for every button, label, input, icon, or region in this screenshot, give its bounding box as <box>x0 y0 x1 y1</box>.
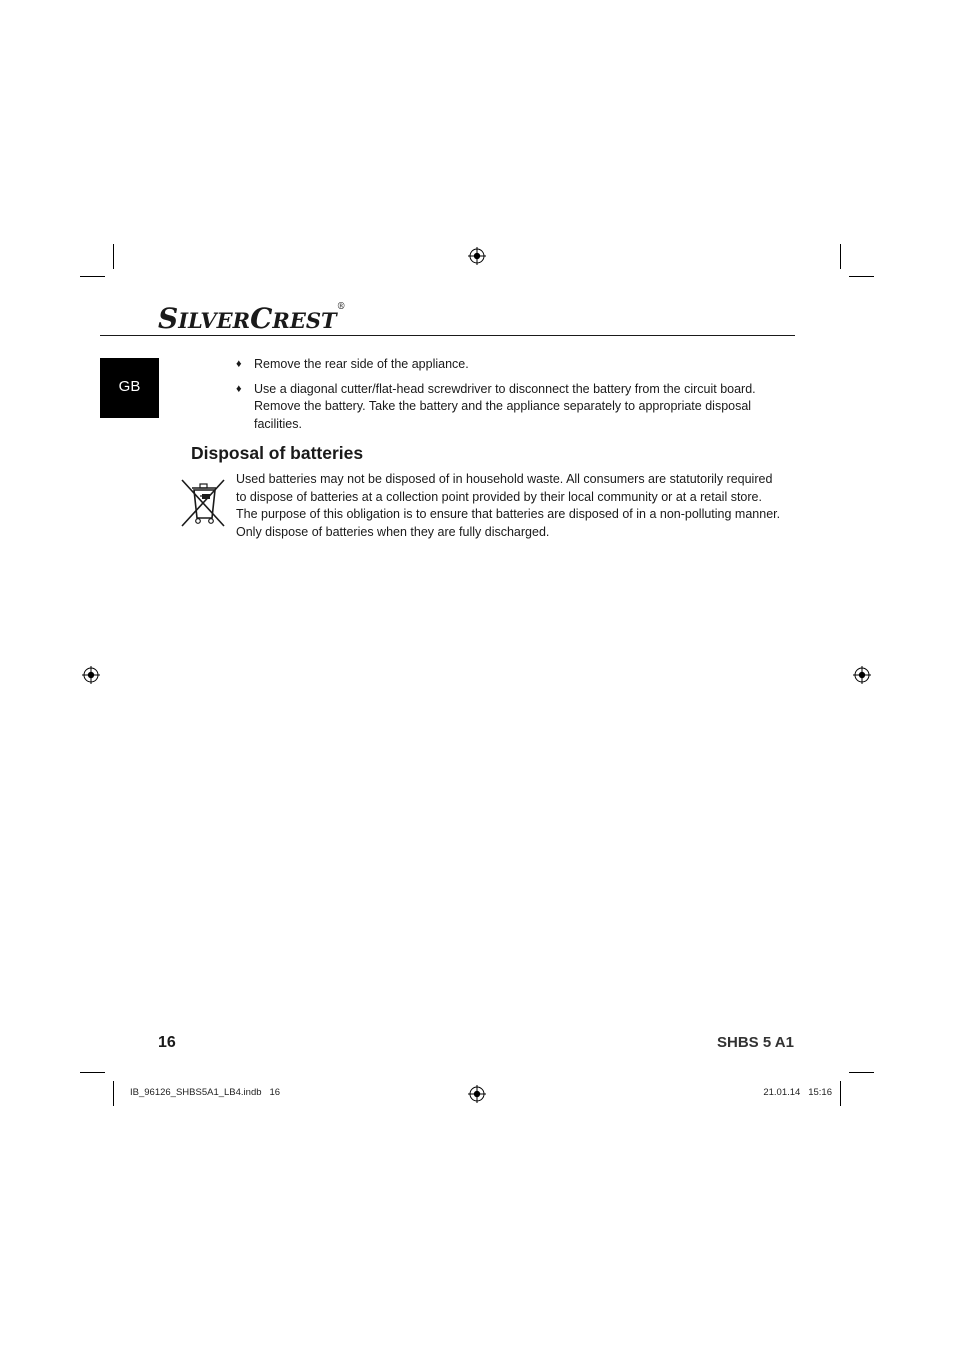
bullet-diamond-icon: ♦ <box>236 382 242 395</box>
crop-mark <box>849 276 874 277</box>
crop-mark <box>113 1081 114 1106</box>
bullet-diamond-icon: ♦ <box>236 358 242 370</box>
brand-logo: SILVERCREST® <box>158 302 346 335</box>
print-slug-file: IB_96126_SHBS5A1_LB4.indb 16 <box>130 1087 281 1098</box>
crop-mark <box>80 1072 105 1073</box>
instruction-list <box>236 356 776 440</box>
section-heading: Disposal of batteries <box>191 443 364 463</box>
registration-mark-icon <box>853 666 871 684</box>
print-slug-datetime: 21.01.14 15:16 <box>763 1087 832 1098</box>
crop-mark <box>80 276 105 277</box>
crop-mark <box>849 1072 874 1073</box>
list-item: ♦ Remove the rear side of the appliance. <box>236 356 776 374</box>
model-label: SHBS 5 A1 <box>717 1034 794 1051</box>
language-tab: GB <box>100 358 159 418</box>
crossed-out-wheelie-bin-icon <box>178 476 228 530</box>
crop-mark <box>113 244 114 269</box>
crop-mark <box>840 1081 841 1106</box>
header-rule <box>100 335 795 336</box>
section-paragraph: Used batteries may not be disposed of in household waste. All consumers are statutorily required to dispose of batteries at a collection point provided by their local community or at a retail store. The purpose of this obligation is to ensure that batteries are disposed of in a non-polluting manner. Only dispose of batteries when they are fully discharged. <box>236 472 781 539</box>
page-number: 16 <box>158 1034 176 1051</box>
registration-mark-icon <box>468 247 486 265</box>
list-item: ♦ Use a diagonal cutter/flat-head screwdriver to disconnect the battery from the circuit board. Remove the battery. Take the battery and the appliance separately to appropriate disposal facilities. <box>236 381 756 431</box>
registration-mark-icon <box>468 1085 486 1103</box>
registration-mark-icon <box>82 666 100 684</box>
crop-mark <box>840 244 841 269</box>
